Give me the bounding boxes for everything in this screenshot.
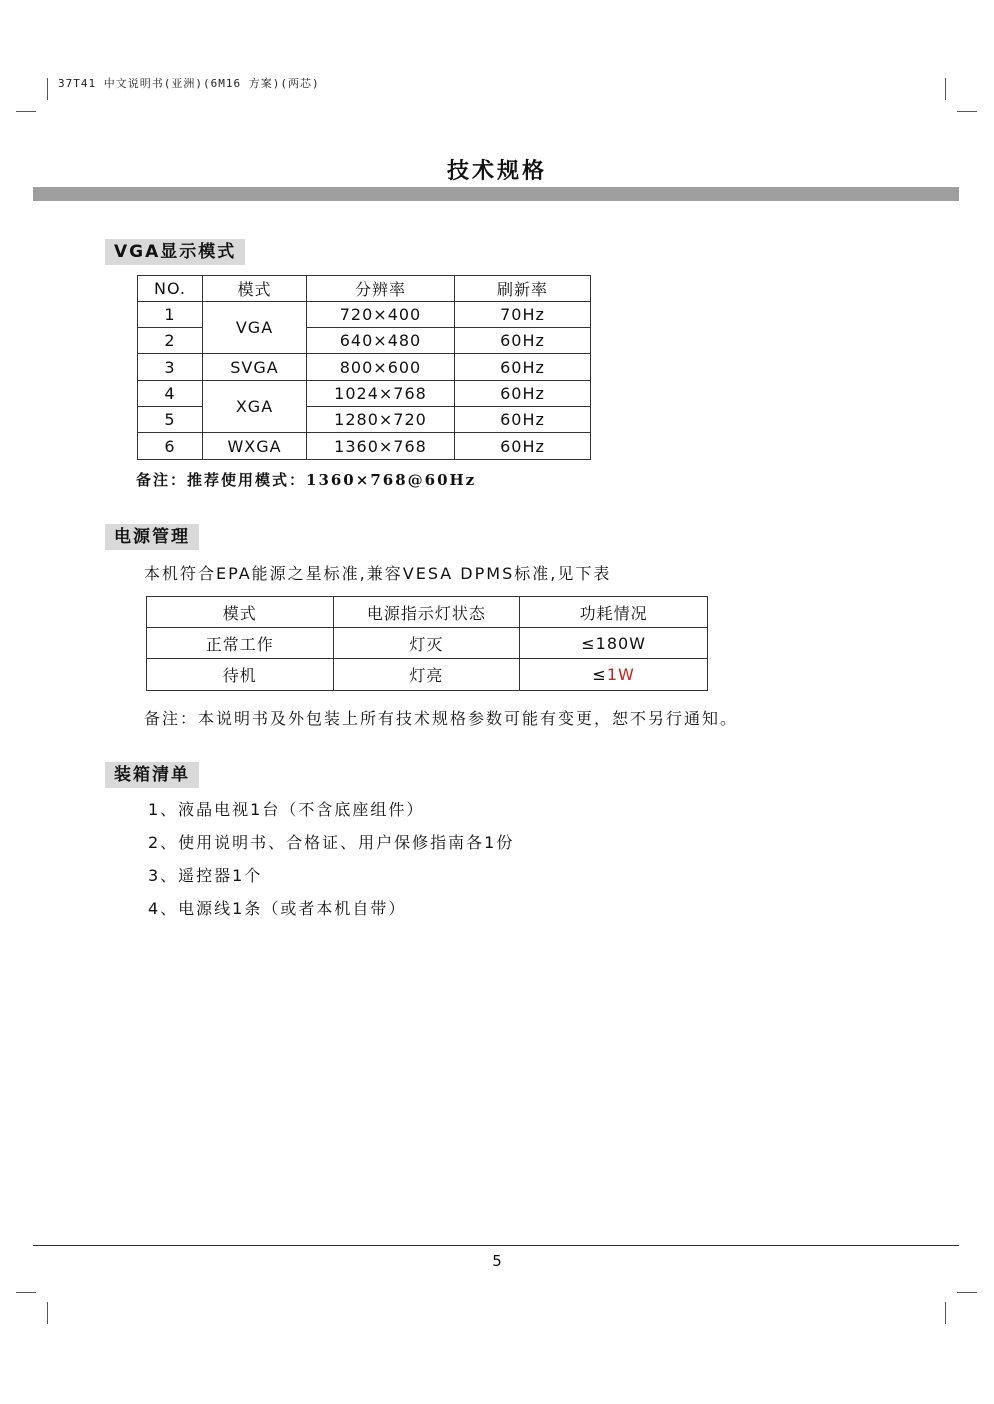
table-row: [138, 381, 591, 407]
cell-power: [520, 628, 708, 659]
power-section-heading: 电源管理: [105, 524, 199, 550]
power-value: 1W: [606, 665, 635, 684]
cell-no: 2: [138, 328, 203, 354]
vga-section-heading: VGA显示模式: [105, 239, 245, 265]
cell-mode: VGA: [203, 302, 307, 354]
cell-resolution: 800×600: [307, 354, 455, 381]
column-header: 分辨率: [307, 276, 455, 302]
vga-mode-table: [137, 275, 591, 460]
column-header: 模式: [147, 597, 334, 628]
list-item: 3、遥控器1个: [148, 866, 263, 885]
cell-resolution: 720×400: [307, 302, 455, 328]
table-row: [147, 628, 708, 659]
cell-mode: SVGA: [203, 354, 307, 381]
cell-no: 5: [138, 407, 203, 433]
crop-mark: [945, 1302, 946, 1324]
cell-power: [520, 659, 708, 691]
table-row: [147, 659, 708, 691]
power-intro: 本机符合EPA能源之星标准,兼容VESA DPMS标准,见下表: [144, 564, 612, 583]
crop-mark: [945, 78, 946, 100]
cell-refresh: 70Hz: [455, 302, 591, 328]
list-item: 4、电源线1条（或者本机自带）: [148, 899, 407, 918]
crop-mark: [47, 78, 48, 100]
table-header-row: [138, 276, 591, 302]
list-item: 2、使用说明书、合格证、用户保修指南各1份: [148, 833, 515, 852]
page-number: 5: [492, 1252, 502, 1270]
table-row: [138, 433, 591, 460]
title-bar: [33, 187, 959, 201]
column-header: NO.: [138, 276, 203, 302]
column-header: 电源指示灯状态: [333, 597, 520, 628]
crop-mark: [47, 1302, 48, 1324]
cell-refresh: 60Hz: [455, 354, 591, 381]
page-title: 技术规格: [446, 159, 547, 184]
cell-mode: 正常工作: [147, 628, 334, 659]
crop-mark: [16, 111, 36, 112]
cell-led-state: 灯灭: [333, 628, 520, 659]
vga-note: 备注：推荐使用模式：1360×768@60Hz: [136, 471, 477, 489]
cell-resolution: 1024×768: [307, 381, 455, 407]
power-value: 180W: [595, 633, 646, 653]
column-header: 模式: [203, 276, 307, 302]
crop-mark: [957, 1292, 977, 1293]
cell-no: 4: [138, 381, 203, 407]
cell-no: 3: [138, 354, 203, 381]
footer-divider: [33, 1245, 959, 1246]
cell-mode: 待机: [147, 659, 334, 691]
cell-no: 1: [138, 302, 203, 328]
crop-mark: [16, 1292, 36, 1293]
cell-resolution: 1280×720: [307, 407, 455, 433]
cell-mode: WXGA: [203, 433, 307, 460]
cell-refresh: 60Hz: [455, 407, 591, 433]
column-header: 功耗情况: [520, 597, 708, 628]
cell-refresh: 60Hz: [455, 381, 591, 407]
header-note: 37T41 中文说明书(亚洲)(6M16 方案)(两芯): [58, 77, 320, 90]
cell-led-state: 灯亮: [333, 659, 520, 691]
le-symbol: ≤: [592, 665, 607, 684]
power-note: 备注：本说明书及外包装上所有技术规格参数可能有变更，恕不另行通知。: [144, 709, 739, 728]
list-item: 1、液晶电视1台（不含底座组件）: [148, 800, 425, 819]
cell-no: 6: [138, 433, 203, 460]
crop-mark: [957, 111, 977, 112]
cell-refresh: 60Hz: [455, 433, 591, 460]
cell-mode: XGA: [203, 381, 307, 433]
cell-resolution: 1360×768: [307, 433, 455, 460]
table-row: [138, 354, 591, 381]
table-header-row: [147, 597, 708, 628]
le-symbol: ≤: [581, 633, 596, 653]
table-row: [138, 302, 591, 328]
cell-resolution: 640×480: [307, 328, 455, 354]
cell-refresh: 60Hz: [455, 328, 591, 354]
power-table: [146, 596, 708, 691]
column-header: 刷新率: [455, 276, 591, 302]
packing-section-heading: 装箱清单: [105, 762, 199, 788]
